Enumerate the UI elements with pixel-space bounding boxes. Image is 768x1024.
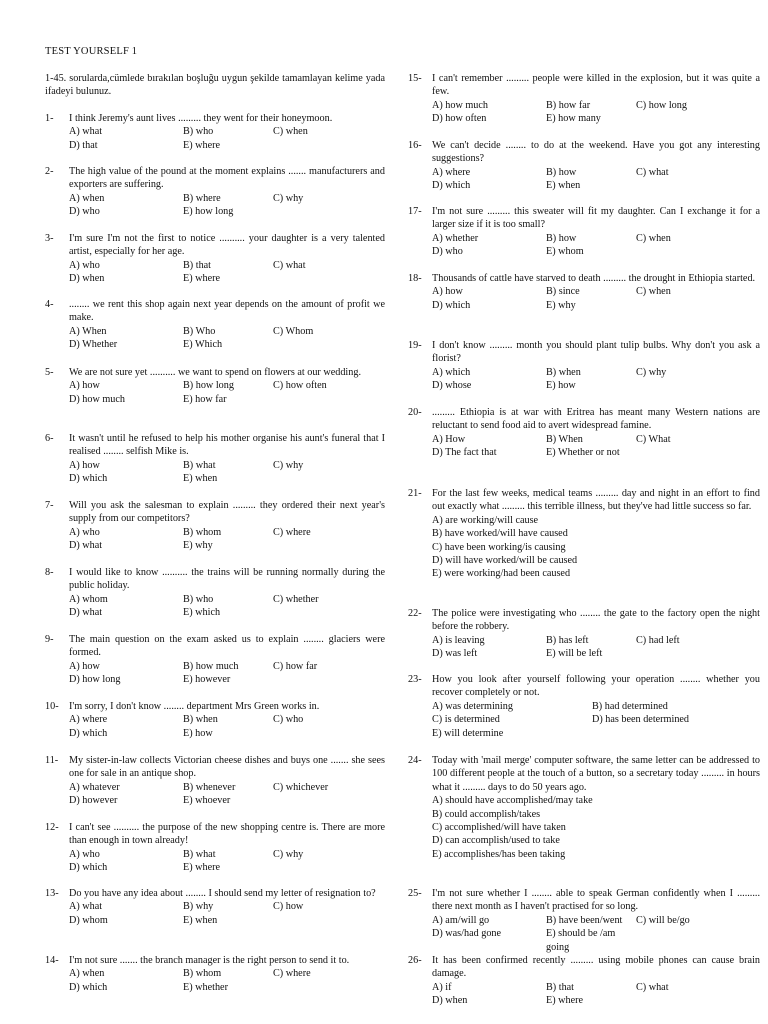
answer-option[interactable]: B) Who bbox=[183, 325, 216, 337]
question-stem bbox=[45, 165, 385, 192]
question-text: The high value of the pound at the moment explains ....... manufacturers and exporters are suffering. bbox=[69, 166, 385, 191]
answer-option[interactable]: A) How bbox=[432, 433, 466, 445]
question-number: 12- bbox=[45, 822, 59, 833]
question-text: How you look after yourself following your operation ........ whether you recover completely or not. bbox=[432, 674, 760, 699]
answer-option[interactable]: D) how much bbox=[69, 393, 126, 405]
answer-option[interactable]: A) if bbox=[432, 981, 452, 993]
answer-option[interactable]: A) how bbox=[69, 459, 100, 471]
question-23 bbox=[408, 673, 760, 740]
question-number: 20- bbox=[408, 407, 422, 418]
answer-option[interactable]: E) Which bbox=[183, 339, 223, 351]
question-stem bbox=[45, 232, 385, 259]
question-20 bbox=[408, 406, 760, 460]
question-stem bbox=[408, 72, 760, 99]
question-stem bbox=[408, 205, 760, 232]
answer-option[interactable]: C) what bbox=[636, 166, 669, 178]
page-title: TEST YOURSELF 1 bbox=[45, 46, 138, 57]
answer-option[interactable]: D) which bbox=[69, 862, 108, 874]
question-14 bbox=[45, 954, 385, 994]
question-17 bbox=[408, 205, 760, 259]
answer-option[interactable]: A) what bbox=[69, 901, 103, 913]
answer-option[interactable]: C) had left bbox=[636, 634, 680, 646]
answer-option[interactable]: C) what bbox=[273, 259, 306, 271]
answer-option[interactable]: D) was left bbox=[432, 648, 478, 660]
answer-options bbox=[432, 981, 760, 1008]
question-7 bbox=[45, 499, 385, 553]
question-stem bbox=[408, 887, 760, 914]
question-stem bbox=[408, 487, 760, 514]
question-number: 14- bbox=[45, 955, 59, 966]
answer-option[interactable]: E) whom bbox=[546, 246, 584, 258]
answer-option[interactable]: E) were working/had been caused bbox=[432, 568, 571, 580]
answer-options bbox=[69, 900, 385, 927]
answer-option[interactable]: E) where bbox=[183, 139, 221, 151]
question-18 bbox=[408, 272, 760, 312]
question-2 bbox=[45, 165, 385, 219]
answer-option[interactable]: A) am/will go bbox=[432, 914, 490, 926]
answer-option[interactable]: D) who bbox=[69, 206, 100, 218]
answer-option[interactable]: E) will be left bbox=[546, 648, 603, 660]
question-text: Do you have any idea about ........ I should send my letter of resignation to? bbox=[69, 888, 376, 899]
question-8 bbox=[45, 566, 385, 620]
answer-option[interactable]: A) was determining bbox=[432, 700, 513, 712]
answer-option[interactable]: C) how bbox=[273, 901, 304, 913]
question-19 bbox=[408, 339, 760, 393]
answer-option[interactable]: D) who bbox=[432, 246, 463, 258]
answer-option[interactable]: D) will have worked/will be caused bbox=[432, 555, 578, 567]
question-text: I'm not sure ......... this sweater will fit my daughter. Can I exchange it for a larger size if it is too small? bbox=[432, 206, 760, 231]
answer-option[interactable]: B) how bbox=[546, 232, 577, 244]
question-number: 5- bbox=[45, 367, 54, 378]
answer-option[interactable]: C) where bbox=[273, 968, 311, 980]
answer-option[interactable]: D) what bbox=[69, 540, 103, 552]
question-6 bbox=[45, 432, 385, 486]
answer-options bbox=[432, 634, 760, 661]
question-5 bbox=[45, 366, 385, 406]
answer-option[interactable]: D) when bbox=[432, 995, 468, 1007]
answer-option[interactable]: B) could accomplish/takes bbox=[432, 808, 541, 820]
answer-option[interactable]: E) accomplishes/has been taking bbox=[432, 848, 566, 860]
answer-options bbox=[432, 166, 760, 193]
question-number: 1- bbox=[45, 113, 54, 124]
question-11 bbox=[45, 754, 385, 808]
answer-options bbox=[69, 526, 385, 553]
answer-option[interactable]: C) how far bbox=[273, 660, 318, 672]
answer-option[interactable]: D) The fact that bbox=[432, 447, 497, 459]
answer-option[interactable]: B) who bbox=[183, 593, 214, 605]
question-text: ........ we rent this shop again next year depends on the amount of profit we make. bbox=[69, 299, 385, 324]
question-text: I'm not sure whether I ........ able to speak German confidently when I ......... there next month as I haven't practised for so long. bbox=[432, 888, 760, 913]
question-stem bbox=[45, 887, 385, 900]
answer-option[interactable]: C) why bbox=[273, 459, 304, 471]
answer-option[interactable]: B) when bbox=[183, 714, 218, 726]
answer-option[interactable]: A) how much bbox=[432, 99, 489, 111]
question-stem bbox=[408, 339, 760, 366]
question-stem bbox=[408, 406, 760, 433]
question-13 bbox=[45, 887, 385, 927]
question-16 bbox=[408, 139, 760, 193]
answer-option[interactable]: C) why bbox=[636, 366, 667, 378]
answer-option[interactable]: A) how bbox=[69, 660, 100, 672]
question-text: Today with 'mail merge' computer software, the same letter can be addressed to 100 different people at the touch of a button, so a secretary today ......... in hours what it ......... days to do 50 years ago. bbox=[432, 755, 760, 793]
question-stem bbox=[408, 954, 760, 981]
question-number: 7- bbox=[45, 500, 54, 511]
question-number: 25- bbox=[408, 888, 422, 899]
question-stem bbox=[45, 821, 385, 848]
answer-option[interactable]: D) has been determined bbox=[592, 714, 690, 726]
answer-option[interactable]: D) which bbox=[69, 981, 108, 993]
answer-option[interactable]: A) When bbox=[69, 325, 107, 337]
answer-option[interactable]: C) is determined bbox=[432, 714, 500, 726]
answer-option[interactable]: C) when bbox=[636, 232, 671, 244]
answer-option[interactable]: D) whose bbox=[432, 380, 472, 392]
answer-option[interactable]: B) that bbox=[183, 259, 212, 271]
answer-option[interactable]: B) why bbox=[183, 901, 214, 913]
answer-option[interactable]: D) Whether bbox=[69, 339, 118, 351]
question-text: I don't know ......... month you should plant tulip bulbs. Why don't you ask a florist? bbox=[432, 340, 760, 365]
answer-options bbox=[432, 99, 760, 126]
answer-option[interactable]: B) have been/went bbox=[546, 914, 623, 926]
answer-option[interactable]: C) why bbox=[273, 848, 304, 860]
answer-option[interactable]: A) who bbox=[69, 259, 100, 271]
question-number: 9- bbox=[45, 634, 54, 645]
question-4 bbox=[45, 298, 385, 352]
answer-options bbox=[69, 713, 385, 740]
answer-option[interactable]: C) who bbox=[273, 714, 304, 726]
answer-option[interactable]: E) where bbox=[183, 273, 221, 285]
question-text: Will you ask the salesman to explain ......... they ordered their next year's supply from our competitors? bbox=[69, 500, 385, 525]
answer-option[interactable]: B) has left bbox=[546, 634, 589, 646]
answer-option[interactable]: B) when bbox=[546, 366, 581, 378]
question-number: 8- bbox=[45, 567, 54, 578]
question-stem bbox=[408, 607, 760, 634]
answer-option[interactable]: D) that bbox=[69, 139, 98, 151]
question-15 bbox=[408, 72, 760, 126]
question-26 bbox=[408, 954, 760, 1008]
answer-option[interactable]: D) which bbox=[432, 299, 471, 311]
question-text: I can't remember ......... people were killed in the explosion, but it was quite a few. bbox=[432, 73, 760, 98]
instructions: 1-45. sorularda,cümlede bırakılan boşluğu uygun şekilde tamamlayan kelime yada ifadeyi bulunuz. bbox=[45, 73, 385, 98]
question-stem bbox=[45, 432, 385, 459]
answer-option[interactable]: B) how far bbox=[546, 99, 591, 111]
question-number: 2- bbox=[45, 166, 54, 177]
question-number: 11- bbox=[45, 755, 59, 766]
answer-option[interactable]: D) when bbox=[69, 273, 105, 285]
answer-options bbox=[69, 125, 385, 152]
answer-option[interactable]: A) whatever bbox=[69, 781, 120, 793]
answer-options bbox=[69, 325, 385, 352]
question-text: I think Jeremy's aunt lives ......... they went for their honeymoon. bbox=[69, 113, 333, 124]
question-25 bbox=[408, 887, 760, 954]
question-text: The police were investigating who ........ the gate to the factory open the night before the robbery. bbox=[432, 608, 760, 633]
answer-option[interactable]: A) whom bbox=[69, 593, 108, 605]
answer-options bbox=[69, 593, 385, 620]
answer-option[interactable]: E) when bbox=[183, 914, 218, 926]
question-1 bbox=[45, 112, 385, 152]
answer-option[interactable]: D) which bbox=[69, 727, 108, 739]
question-text: I'm not sure ....... the branch manager is the right person to send it to. bbox=[69, 955, 350, 966]
answer-option[interactable]: A) how bbox=[69, 380, 100, 392]
question-stem bbox=[45, 754, 385, 781]
answer-option[interactable]: D) which bbox=[69, 473, 108, 485]
question-stem bbox=[408, 272, 760, 285]
question-stem bbox=[45, 700, 385, 713]
answer-option[interactable]: A) where bbox=[432, 166, 471, 178]
question-text: Thousands of cattle have starved to death ......... the drought in Ethiopia started. bbox=[432, 273, 756, 284]
answer-options bbox=[432, 366, 760, 393]
question-number: 17- bbox=[408, 206, 422, 217]
question-text: I'm sorry, I don't know ........ department Mrs Green works in. bbox=[69, 701, 320, 712]
question-stem bbox=[45, 954, 385, 967]
answer-option[interactable]: E) how far bbox=[183, 393, 227, 405]
answer-option[interactable]: A) where bbox=[69, 714, 108, 726]
answer-option[interactable]: E) should be /am going bbox=[546, 928, 616, 953]
answer-option[interactable]: D) which bbox=[432, 180, 471, 192]
question-text: We are not sure yet .......... we want to spend on flowers at our wedding. bbox=[69, 367, 361, 378]
answer-option[interactable]: E) how many bbox=[546, 113, 601, 125]
answer-option[interactable]: B) whom bbox=[183, 968, 222, 980]
question-text: We can't decide ........ to do at the weekend. Have you got any interesting suggestions? bbox=[432, 140, 760, 165]
question-number: 26- bbox=[408, 955, 422, 966]
question-stem bbox=[45, 366, 385, 379]
answer-option[interactable]: E) why bbox=[183, 540, 213, 552]
answer-option[interactable]: E) how bbox=[546, 380, 576, 392]
answer-option[interactable]: C) why bbox=[273, 192, 304, 204]
answer-option[interactable]: B) that bbox=[546, 981, 575, 993]
question-text: The main question on the exam asked us to explain ........ glaciers were formed. bbox=[69, 634, 385, 659]
answer-option[interactable]: C) whether bbox=[273, 593, 319, 605]
answer-option[interactable]: B) how long bbox=[183, 380, 234, 392]
answer-option[interactable]: B) since bbox=[546, 286, 580, 298]
answer-options bbox=[69, 192, 385, 219]
answer-options bbox=[432, 433, 760, 460]
answer-option[interactable]: B) have worked/will have caused bbox=[432, 528, 568, 540]
answer-option[interactable]: A) who bbox=[69, 526, 100, 538]
answer-option[interactable]: D) how long bbox=[69, 674, 121, 686]
answer-option[interactable]: D) what bbox=[69, 607, 103, 619]
question-stem bbox=[408, 754, 760, 794]
question-21 bbox=[408, 487, 760, 581]
answer-option[interactable]: C) what bbox=[636, 981, 669, 993]
answer-option[interactable]: A) are working/will cause bbox=[432, 514, 539, 526]
answer-options bbox=[69, 660, 385, 687]
answer-option[interactable]: B) whom bbox=[183, 526, 222, 538]
answer-option[interactable]: C) when bbox=[636, 286, 671, 298]
question-number: 6- bbox=[45, 433, 54, 444]
question-text: It wasn't until he refused to help his mother organise his aunt's funeral that I realised ........ selfish Mike is. bbox=[69, 433, 385, 458]
question-text: It has been confirmed recently ......... using mobile phones can cause brain damage. bbox=[432, 955, 760, 980]
question-stem bbox=[408, 139, 760, 166]
answer-option[interactable]: B) how bbox=[546, 166, 577, 178]
answer-options bbox=[432, 514, 760, 581]
question-12 bbox=[45, 821, 385, 875]
answer-option[interactable]: B) what bbox=[183, 459, 216, 471]
answer-option[interactable]: E) will determine bbox=[432, 727, 504, 739]
answer-options bbox=[432, 914, 760, 954]
answer-option[interactable]: C) how long bbox=[636, 99, 687, 111]
answer-option[interactable]: D) how often bbox=[432, 113, 487, 125]
answer-options bbox=[69, 459, 385, 486]
answer-option[interactable]: E) Whether or not bbox=[546, 447, 620, 459]
answer-option[interactable]: E) whoever bbox=[183, 795, 231, 807]
answer-option[interactable]: A) should have accomplished/may take bbox=[432, 795, 593, 807]
answer-option[interactable]: D) can accomplish/used to take bbox=[432, 835, 560, 847]
answer-option[interactable]: C) how often bbox=[273, 380, 327, 392]
answer-option[interactable]: A) which bbox=[432, 366, 471, 378]
answer-option[interactable]: C) will be/go bbox=[636, 914, 690, 926]
answer-option[interactable]: C) when bbox=[273, 126, 308, 138]
answer-option[interactable]: A) is leaving bbox=[432, 634, 485, 646]
question-stem bbox=[408, 673, 760, 700]
question-number: 13- bbox=[45, 888, 59, 899]
question-text: I can't see .......... the purpose of the new shopping centre is. There are more than enough in town already! bbox=[69, 822, 385, 847]
question-stem bbox=[45, 633, 385, 660]
answer-option[interactable]: C) What bbox=[636, 433, 671, 445]
question-text: I would like to know .......... the trains will be running normally during the public holiday. bbox=[69, 567, 385, 592]
answer-option[interactable]: C) Whom bbox=[273, 325, 314, 337]
answer-options bbox=[432, 232, 760, 259]
question-number: 18- bbox=[408, 273, 422, 284]
answer-options bbox=[432, 700, 760, 740]
answer-option[interactable]: A) who bbox=[69, 848, 100, 860]
question-number: 4- bbox=[45, 299, 54, 310]
question-stem bbox=[45, 112, 385, 125]
question-number: 10- bbox=[45, 701, 59, 712]
answer-option[interactable]: C) where bbox=[273, 526, 311, 538]
answer-option[interactable]: B) how much bbox=[183, 660, 239, 672]
question-number: 19- bbox=[408, 340, 422, 351]
question-stem bbox=[45, 499, 385, 526]
answer-option[interactable]: B) When bbox=[546, 433, 583, 445]
question-number: 21- bbox=[408, 488, 422, 499]
question-text: I'm sure I'm not the first to notice .......... your daughter is a very talented artist, especially for her age. bbox=[69, 233, 385, 258]
question-stem bbox=[45, 298, 385, 325]
question-text: For the last few weeks, medical teams ......... day and night in an effort to find out exactly what ......... this terrible illness, but they've had little success so far. bbox=[432, 488, 760, 513]
answer-option[interactable]: A) when bbox=[69, 968, 105, 980]
question-number: 22- bbox=[408, 608, 422, 619]
answer-option[interactable]: E) which bbox=[183, 607, 221, 619]
answer-option[interactable]: B) who bbox=[183, 126, 214, 138]
question-22 bbox=[408, 607, 760, 661]
answer-option[interactable]: A) how bbox=[432, 286, 463, 298]
answer-options bbox=[69, 259, 385, 286]
answer-option[interactable]: E) when bbox=[546, 180, 581, 192]
answer-option[interactable]: E) how bbox=[183, 727, 213, 739]
answer-option[interactable]: A) what bbox=[69, 126, 103, 138]
answer-option[interactable]: D) however bbox=[69, 795, 118, 807]
question-9 bbox=[45, 633, 385, 687]
answer-options bbox=[432, 794, 760, 861]
answer-options bbox=[432, 285, 760, 312]
question-stem bbox=[45, 566, 385, 593]
answer-options bbox=[69, 379, 385, 406]
answer-option[interactable]: B) what bbox=[183, 848, 216, 860]
question-number: 23- bbox=[408, 674, 422, 685]
answer-option[interactable]: C) whichever bbox=[273, 781, 329, 793]
question-number: 16- bbox=[408, 140, 422, 151]
answer-option[interactable]: C) have been working/is causing bbox=[432, 541, 566, 553]
answer-option[interactable]: E) where bbox=[183, 862, 221, 874]
answer-option[interactable]: B) where bbox=[183, 192, 221, 204]
question-text: My sister-in-law collects Victorian cheese dishes and buys one ....... she sees one for sale in an antique shop. bbox=[69, 755, 385, 780]
answer-option[interactable]: E) where bbox=[546, 995, 584, 1007]
answer-option[interactable]: E) how long bbox=[183, 206, 234, 218]
question-number: 3- bbox=[45, 233, 54, 244]
question-24 bbox=[408, 754, 760, 861]
answer-option[interactable]: E) why bbox=[546, 299, 576, 311]
answer-option[interactable]: C) accomplished/will have taken bbox=[432, 822, 566, 834]
question-text: ......... Ethiopia is at war with Eritrea has meant many Western nations are reluctant to send food aid to avert widespread famine. bbox=[432, 407, 760, 432]
answer-option[interactable]: E) when bbox=[183, 473, 218, 485]
answer-options bbox=[69, 848, 385, 875]
question-3 bbox=[45, 232, 385, 286]
question-number: 24- bbox=[408, 755, 422, 766]
answer-option[interactable]: E) however bbox=[183, 674, 231, 686]
answer-options bbox=[69, 781, 385, 808]
answer-option[interactable]: B) whenever bbox=[183, 781, 236, 793]
question-10 bbox=[45, 700, 385, 740]
answer-option[interactable]: D) whom bbox=[69, 914, 108, 926]
answer-option[interactable]: E) whether bbox=[183, 981, 228, 993]
answer-option[interactable]: A) whether bbox=[432, 232, 479, 244]
question-number: 15- bbox=[408, 73, 422, 84]
answer-options bbox=[69, 967, 385, 994]
answer-option[interactable]: D) was/had gone bbox=[432, 928, 502, 940]
answer-option[interactable]: B) had determined bbox=[592, 700, 668, 712]
answer-option[interactable]: A) when bbox=[69, 192, 105, 204]
